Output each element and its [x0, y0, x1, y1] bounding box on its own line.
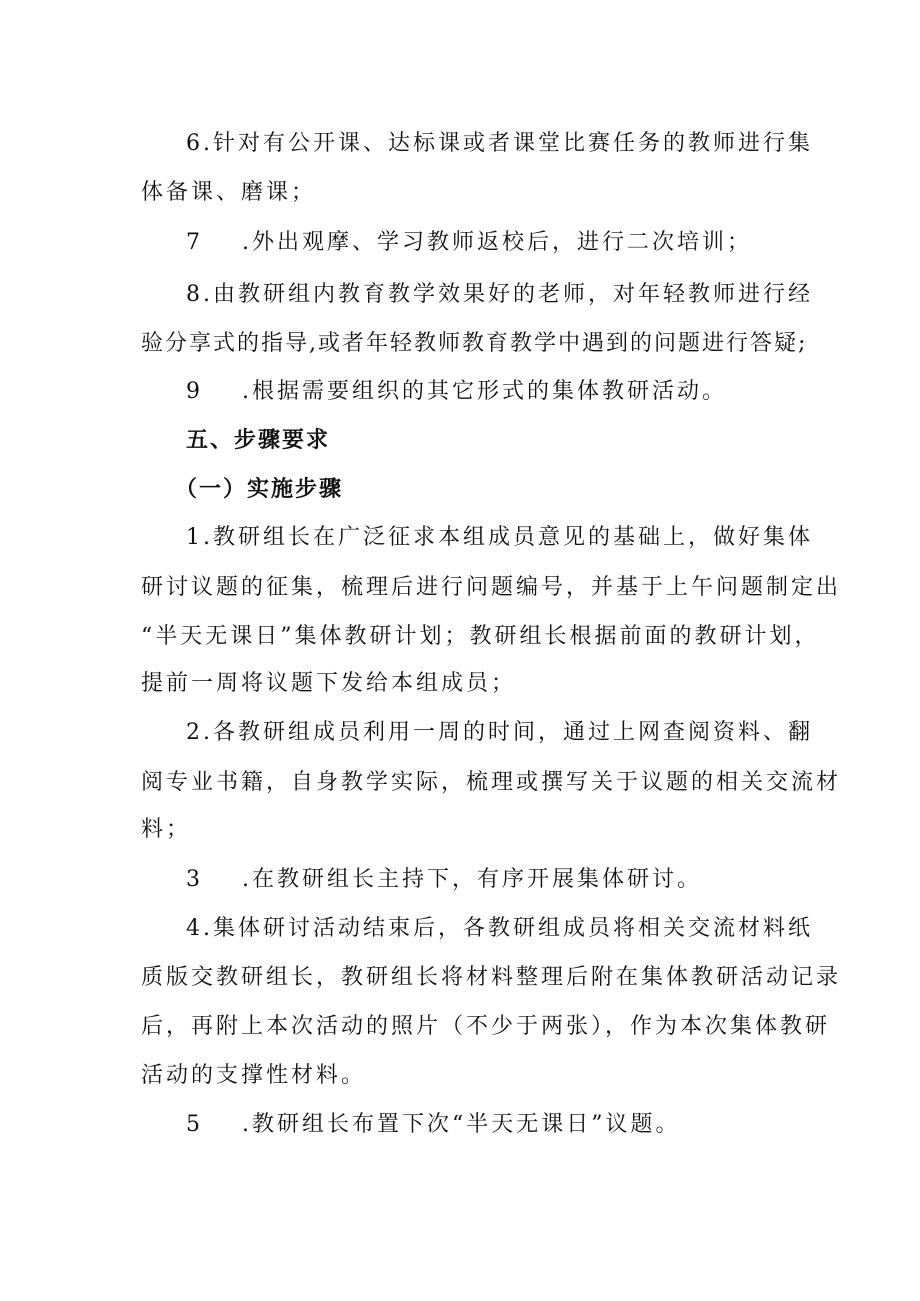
- step-1-line-2: [141, 573, 841, 603]
- paragraph-text: “半天无课日”集体教研计划；教研组长根据前面的教研计划，: [141, 624, 820, 649]
- item-number: 9: [186, 379, 203, 404]
- item-number: 4: [186, 916, 203, 941]
- item-number: 1: [186, 525, 203, 550]
- item-6-line-2: [141, 178, 316, 208]
- item-number: 3: [186, 867, 203, 892]
- step-1-line-3: [141, 622, 820, 652]
- step-4-line-3: [141, 1012, 830, 1042]
- paragraph-text: .集体研讨活动结束后，各教研组成员将相关交流材料纸: [203, 916, 813, 941]
- paragraph-text: .根据需要组织的其它形式的集体教研活动。: [242, 379, 727, 404]
- step-4-line-1: [186, 914, 813, 944]
- paragraph-text: 料；: [141, 817, 192, 842]
- step-3-line-1: [186, 865, 702, 895]
- step-4-line-4: [141, 1061, 366, 1091]
- item-number: 5: [186, 1112, 203, 1137]
- item-number: 7: [186, 230, 203, 255]
- step-2-line-3: [141, 815, 191, 845]
- paragraph-text: .教研组长布置下次“半天无课日”议题。: [242, 1112, 681, 1137]
- item-6-line-1: [186, 129, 813, 159]
- paragraph-text: 活动的支撑性材料。: [141, 1063, 367, 1088]
- step-1-line-4: [141, 669, 516, 699]
- section-heading: [186, 426, 330, 456]
- item-8-line-2: [141, 329, 807, 359]
- paragraph-text: 研讨议题的征集，梳理后进行问题编号，并基于上午问题制定出: [141, 575, 842, 600]
- step-5-line-1: [186, 1110, 681, 1140]
- item-number: 8: [186, 282, 203, 307]
- subsection-heading: [175, 475, 343, 505]
- paragraph-text: 阅专业书籍，自身教学实际，梳理或撰写关于议题的相关交流材: [141, 770, 842, 795]
- paragraph-text: 体备课、磨课；: [141, 180, 317, 205]
- paragraph-text: 验分享式的指导,或者年轻教师教育教学中遇到的问题进行答疑;: [141, 331, 808, 356]
- item-number: 6: [186, 131, 203, 156]
- paragraph-text: .外出观摩、学习教师返校后，进行二次培训；: [242, 230, 752, 255]
- paragraph-text: .由教研组内教育教学效果好的老师，对年轻教师进行经: [203, 282, 813, 307]
- paragraph-text: .各教研组成员利用一周的时间，通过上网查阅资料、翻: [203, 720, 813, 745]
- paragraph-text: 提前一周将议题下发给本组成员；: [141, 671, 517, 696]
- step-4-line-2: [141, 963, 841, 993]
- paragraph-text: .针对有公开课、达标课或者课堂比赛任务的教师进行集: [203, 131, 813, 156]
- section-heading-text: 五、步骤要求: [186, 428, 331, 453]
- paragraph-text: 后，再附上本次活动的照片（不少于两张），作为本次集体教研: [141, 1014, 831, 1039]
- subsection-heading-text: （一）实施步骤: [175, 477, 344, 502]
- item-7-line-1: [186, 228, 752, 258]
- step-2-line-2: [141, 768, 841, 798]
- paragraph-text: 质版交教研组长，教研组长将材料整理后附在集体教研活动记录: [141, 965, 842, 990]
- item-number: 2: [186, 720, 203, 745]
- paragraph-text: .教研组长在广泛征求本组成员意见的基础上，做好集体: [203, 525, 813, 550]
- item-9-line-1: [186, 377, 727, 407]
- step-2-line-1: [186, 718, 813, 748]
- step-1-line-1: [186, 523, 813, 553]
- item-8-line-1: [186, 280, 813, 310]
- paragraph-text: .在教研组长主持下，有序开展集体研讨。: [242, 867, 702, 892]
